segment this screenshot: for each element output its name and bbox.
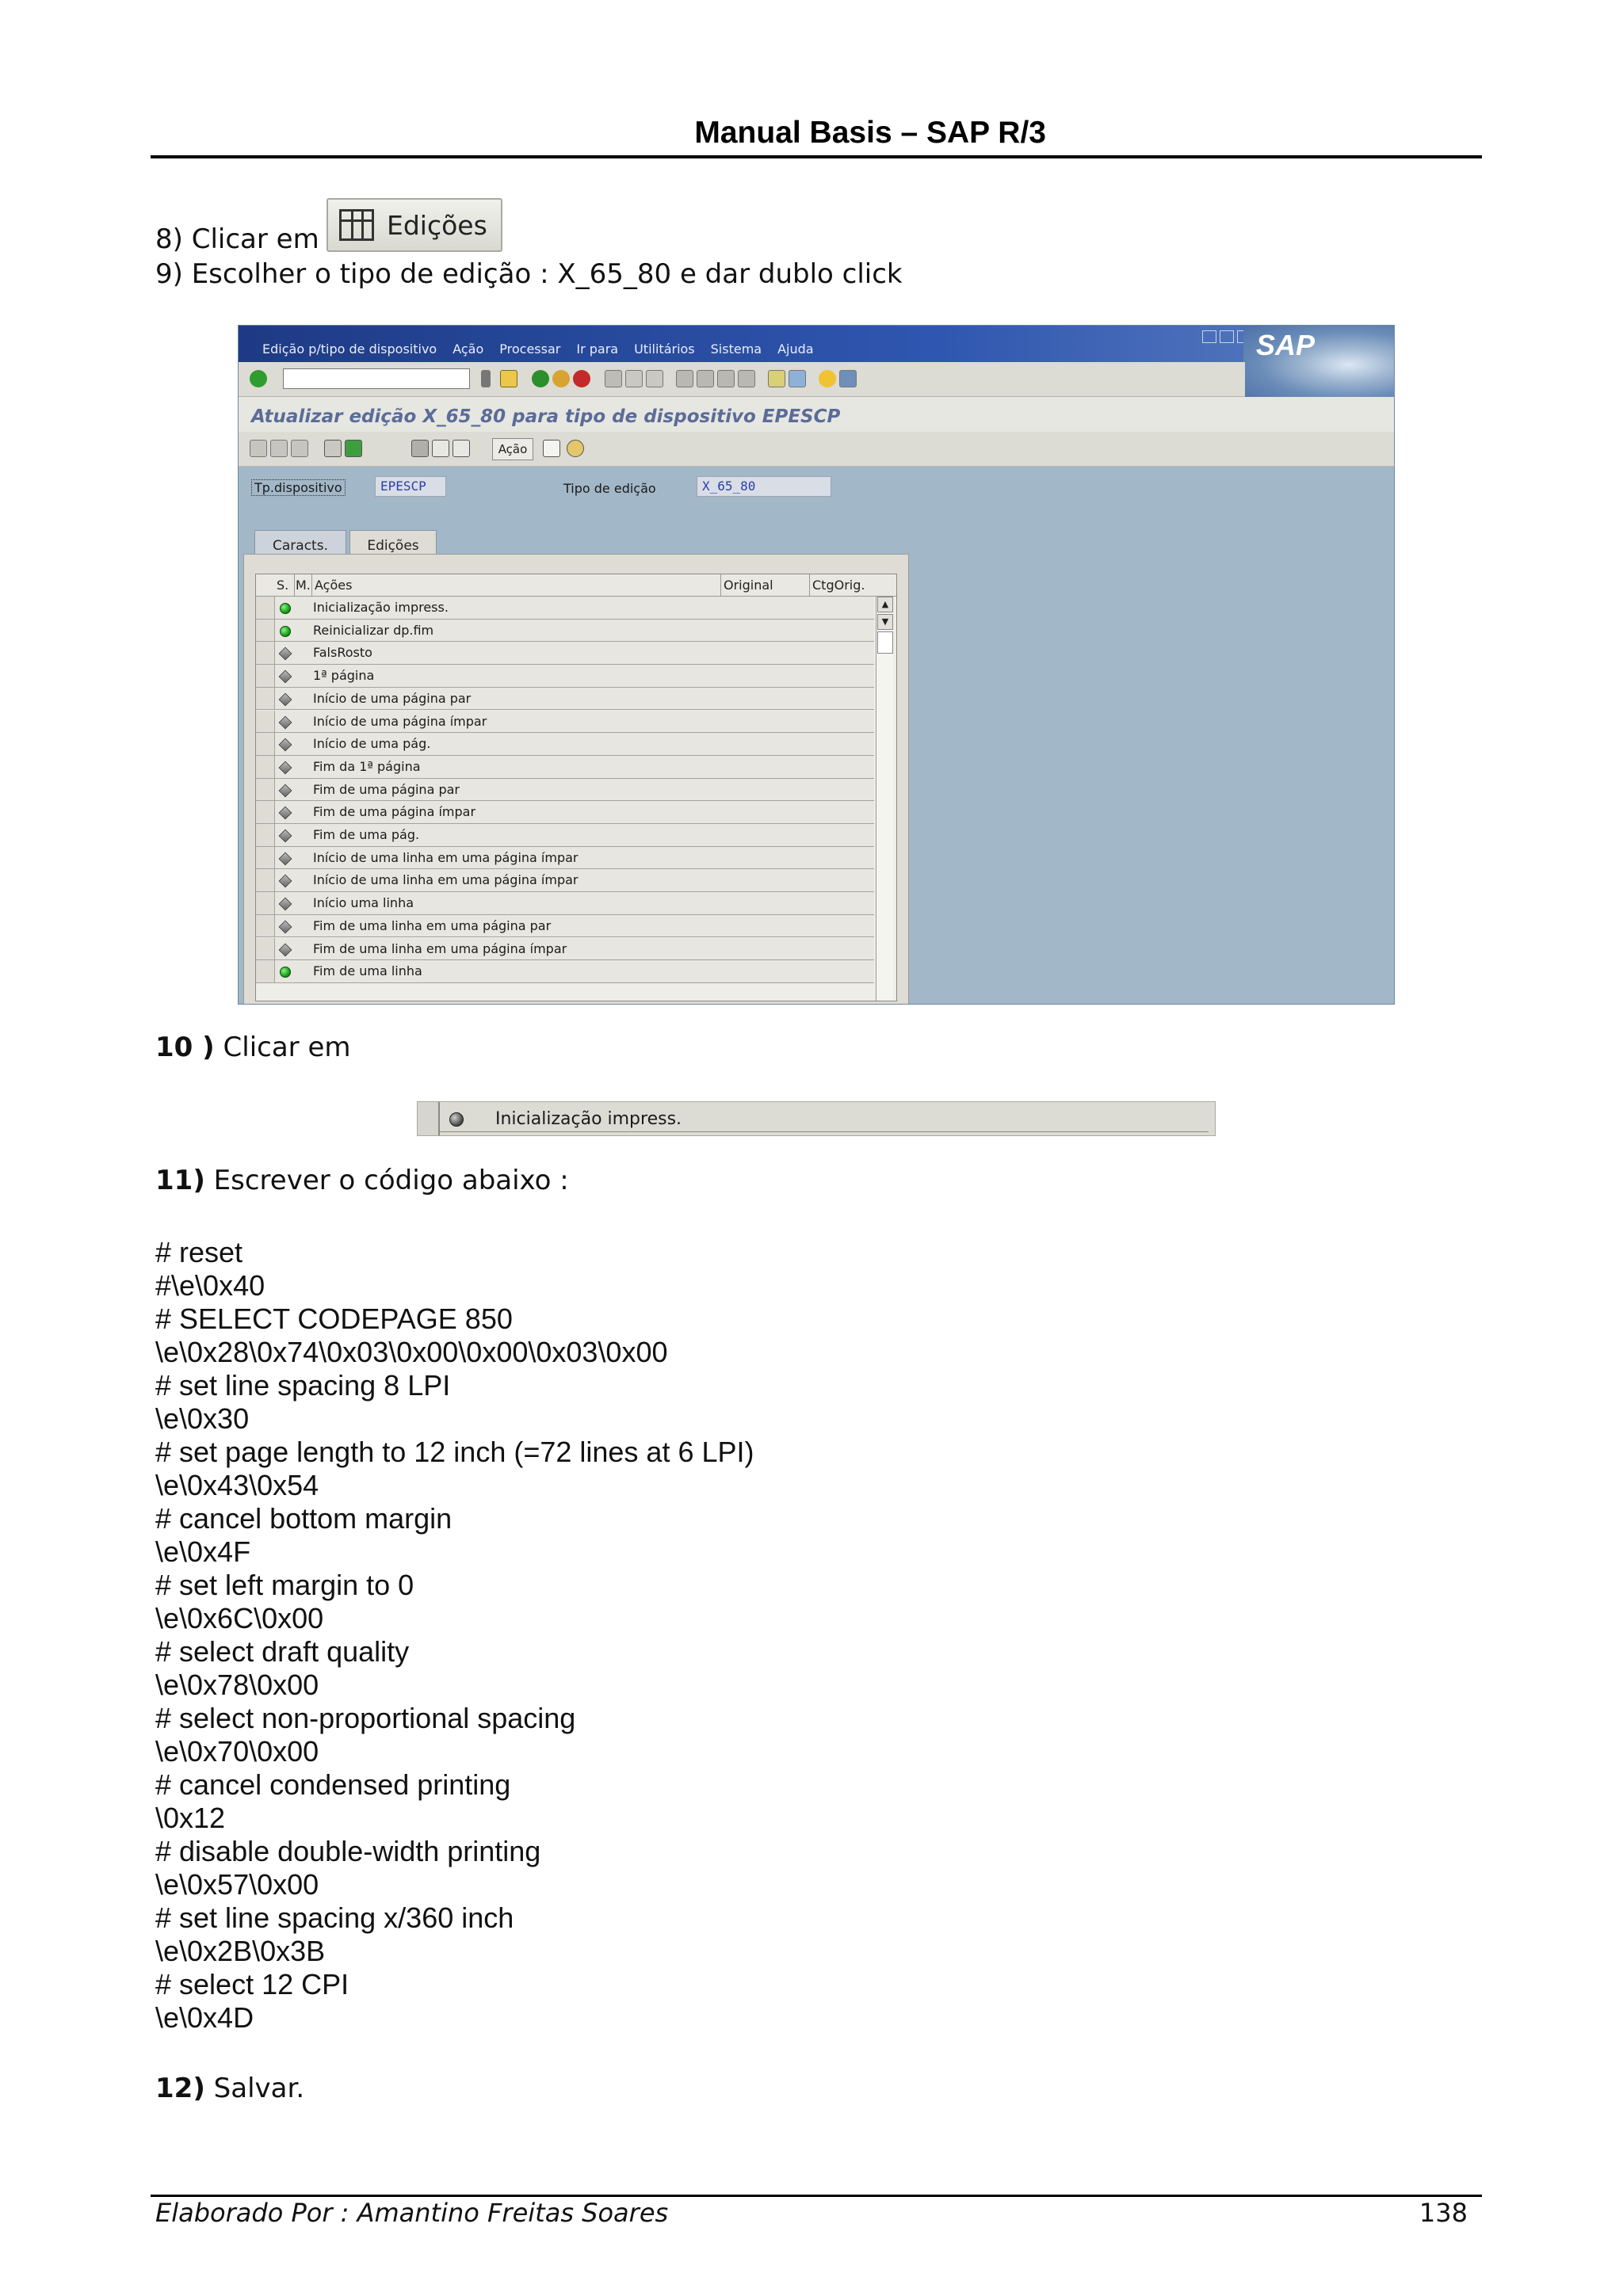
row-selector[interactable] xyxy=(256,847,275,869)
action-label: Início de uma página par xyxy=(313,690,472,706)
diamond-status-icon xyxy=(279,830,292,843)
help-icon[interactable] xyxy=(819,370,836,387)
sap-logo xyxy=(1243,326,1394,397)
table-row[interactable] xyxy=(256,869,874,892)
diamond-status-icon xyxy=(279,898,292,911)
action-label: Fim de uma linha em uma página par xyxy=(313,917,552,933)
menu-item-5[interactable]: Sistema xyxy=(710,341,762,357)
action-label: 1ª página xyxy=(313,668,375,684)
row-selector[interactable] xyxy=(256,824,275,846)
code-line: \e\0x78\0x00 xyxy=(155,1669,319,1701)
save-icon[interactable] xyxy=(500,370,517,387)
code-line: # set line spacing 8 LPI xyxy=(155,1369,451,1402)
row-selector[interactable] xyxy=(256,620,275,642)
device-type-field[interactable]: EPESCP xyxy=(375,476,446,497)
table-row[interactable] xyxy=(256,847,874,870)
action-label: Início de uma página ímpar xyxy=(313,713,487,729)
row-selector[interactable] xyxy=(418,1102,440,1135)
scroll-thumb[interactable] xyxy=(877,631,893,654)
step-12 xyxy=(155,2073,304,2104)
row-selector[interactable] xyxy=(256,915,275,937)
layout-menu-icon[interactable] xyxy=(839,370,857,387)
menu-item-1[interactable]: Ação xyxy=(453,341,484,357)
history-icon[interactable] xyxy=(481,370,491,387)
find-icon[interactable] xyxy=(625,370,643,387)
table-row[interactable] xyxy=(256,688,874,711)
code-line: # cancel bottom margin xyxy=(155,1502,453,1535)
sap-screen-title: Atualizar edição X_65_80 para tipo de dispositivo EPESCP xyxy=(251,406,841,427)
row-selector[interactable] xyxy=(256,960,275,982)
row-selector[interactable] xyxy=(256,869,275,891)
row-selector[interactable] xyxy=(256,711,275,733)
menu-item-3[interactable]: Ir para xyxy=(576,341,619,357)
table-grid-icon xyxy=(339,209,374,241)
paste-icon[interactable] xyxy=(453,440,470,457)
row-selector[interactable] xyxy=(256,779,275,801)
delete-icon[interactable] xyxy=(411,440,429,457)
diamond-status-icon xyxy=(279,784,292,797)
scroll-down-icon[interactable]: ▼ xyxy=(877,614,893,630)
menu-item-2[interactable]: Processar xyxy=(499,341,561,357)
other-object-icon[interactable] xyxy=(270,440,288,457)
first-page-icon[interactable] xyxy=(676,370,693,387)
column-header-m: M. xyxy=(296,578,311,593)
shortcut-icon[interactable] xyxy=(789,370,806,387)
code-line: \e\0x57\0x00 xyxy=(155,1868,319,1901)
action-label: Início uma linha xyxy=(313,895,414,911)
table-row[interactable] xyxy=(256,938,874,961)
diamond-status-icon xyxy=(279,738,292,752)
new-document-icon[interactable] xyxy=(543,440,560,457)
code-line: # select draft quality xyxy=(155,1635,410,1668)
code-block xyxy=(155,1236,754,2035)
activate-icon[interactable] xyxy=(345,440,362,457)
step-12-text: Salvar. xyxy=(204,2073,305,2104)
edicoes-tab-panel xyxy=(243,554,909,1005)
diamond-status-icon xyxy=(279,715,292,729)
menu-item-6[interactable]: Ajuda xyxy=(777,341,814,357)
code-line: # cancel condensed printing xyxy=(155,1768,511,1801)
row-selector[interactable] xyxy=(256,597,275,619)
code-line: \e\0x4D xyxy=(155,2001,254,2034)
code-line: # disable double-width printing xyxy=(155,1835,541,1867)
action-label: Reinicializar dp.fim xyxy=(313,622,434,638)
action-label: Início de uma pág. xyxy=(313,736,431,752)
maximize-icon[interactable] xyxy=(1220,330,1234,343)
step-9: 9) Escolher o tipo de edição : X_65_80 e dar dublo click xyxy=(155,258,903,290)
table-row[interactable] xyxy=(256,801,874,824)
diamond-status-icon xyxy=(279,692,292,706)
row-selector[interactable] xyxy=(256,801,275,823)
column-header-ctgorig: CtgOrig. xyxy=(812,578,865,593)
action-label: Fim da 1ª página xyxy=(313,758,421,774)
minimize-icon[interactable] xyxy=(1202,330,1216,343)
menu-item-4[interactable]: Utilitários xyxy=(634,341,695,357)
application-toolbar xyxy=(239,432,1395,467)
table-row[interactable] xyxy=(256,665,874,688)
table-row[interactable] xyxy=(256,642,874,665)
action-label: Início de uma linha em uma página ímpar xyxy=(313,849,579,865)
copy-icon[interactable] xyxy=(432,440,449,457)
diamond-status-icon xyxy=(279,761,292,774)
check-icon[interactable] xyxy=(291,440,308,457)
sap-screenshot xyxy=(238,325,1395,1005)
last-page-icon[interactable] xyxy=(738,370,755,387)
format-type-field[interactable]: X_65_80 xyxy=(697,476,831,497)
sap-menu xyxy=(262,341,814,357)
create-session-icon[interactable] xyxy=(768,370,785,387)
code-line: # select 12 CPI xyxy=(155,1968,349,2000)
step-11-number: 11) xyxy=(155,1165,205,1196)
code-line: # select non-proportional spacing xyxy=(155,1702,576,1734)
step-11 xyxy=(155,1165,569,1196)
footer-author: Elaborado Por : Amantino Freitas Soares xyxy=(155,2198,669,2228)
code-line: # set left margin to 0 xyxy=(155,1569,414,1601)
diamond-status-icon xyxy=(279,852,292,865)
diamond-status-icon xyxy=(279,920,292,933)
action-label: Fim de uma linha em uma página ímpar xyxy=(313,940,567,956)
code-line: # set page length to 12 inch (=72 lines at 6 LPI) xyxy=(155,1436,754,1468)
row-selector[interactable] xyxy=(256,665,275,687)
code-line: \e\0x4F xyxy=(155,1535,251,1568)
step-10 xyxy=(155,1032,351,1063)
edicoes-button[interactable] xyxy=(327,198,502,252)
table-row[interactable] xyxy=(256,733,874,756)
row-selector[interactable] xyxy=(256,756,275,778)
table-row[interactable] xyxy=(256,756,874,779)
code-line: \e\0x28\0x74\0x03\0x00\0x00\0x03\0x00 xyxy=(155,1336,668,1368)
inicializacao-row-snippet[interactable] xyxy=(417,1101,1216,1136)
step-10-number: 10 ) xyxy=(155,1032,215,1063)
action-label: Fim de uma página ímpar xyxy=(313,804,476,820)
diamond-status-icon xyxy=(279,807,292,820)
find-next-icon[interactable] xyxy=(646,370,663,387)
print-icon[interactable] xyxy=(605,370,622,387)
code-line: # SELECT CODEPAGE 850 xyxy=(155,1302,513,1335)
exit-icon[interactable] xyxy=(552,370,570,387)
step-11-text: Escrever o código abaixo : xyxy=(204,1165,569,1196)
list-icon[interactable] xyxy=(324,440,342,457)
code-line: \0x12 xyxy=(155,1802,226,1834)
menu-item-0[interactable]: Edição p/tipo de dispositivo xyxy=(262,341,437,357)
diamond-status-icon xyxy=(279,647,292,661)
table-row[interactable] xyxy=(256,620,874,643)
table-row[interactable] xyxy=(256,915,874,938)
actions-table xyxy=(255,574,897,1001)
tab-edicoes[interactable]: Edições xyxy=(349,530,437,562)
display-change-icon[interactable] xyxy=(250,440,267,457)
page-number: 138 xyxy=(1419,2198,1468,2228)
table-row[interactable] xyxy=(256,779,874,802)
column-header-original: Original xyxy=(724,578,773,593)
command-field[interactable] xyxy=(283,368,470,389)
next-page-icon[interactable] xyxy=(717,370,735,387)
diamond-status-icon xyxy=(279,670,292,684)
previous-page-icon[interactable] xyxy=(697,370,714,387)
row-selector[interactable] xyxy=(256,733,275,755)
code-line: \e\0x43\0x54 xyxy=(155,1469,319,1501)
device-type-label: Tp.dispositivo xyxy=(251,479,346,496)
row-selector[interactable] xyxy=(256,938,275,960)
code-line: # set line spacing x/360 inch xyxy=(155,1901,514,1934)
sap-menubar xyxy=(239,326,1394,362)
green-status-icon xyxy=(280,626,291,637)
row-selector[interactable] xyxy=(256,642,275,664)
green-status-icon xyxy=(280,603,291,614)
table-scrollbar[interactable] xyxy=(876,597,893,1001)
action-label: Início de uma linha em uma página ímpar xyxy=(313,872,579,888)
actions-table-header xyxy=(256,574,896,597)
code-line: # reset xyxy=(155,1236,243,1268)
user-icon[interactable] xyxy=(567,440,584,457)
table-row[interactable] xyxy=(256,711,874,734)
code-line: \e\0x70\0x00 xyxy=(155,1735,319,1768)
code-line: \e\0x6C\0x00 xyxy=(155,1602,324,1634)
tab-caracts[interactable]: Caracts. xyxy=(254,530,346,562)
step-8: 8) Clicar em xyxy=(155,223,319,255)
diamond-status-icon xyxy=(279,943,292,956)
inicializacao-label: Inicialização impress. xyxy=(495,1109,682,1129)
row-underline xyxy=(440,1131,1209,1132)
action-label: Fim de uma pág. xyxy=(313,827,420,842)
page-header-title: Manual Basis – SAP R/3 xyxy=(694,116,1046,150)
action-label: Inicialização impress. xyxy=(313,600,449,615)
standard-toolbar xyxy=(239,362,1245,397)
format-type-label: Tipo de edição xyxy=(563,481,656,496)
code-line: #\e\0x40 xyxy=(155,1269,265,1302)
back-icon[interactable] xyxy=(532,370,549,387)
status-dot-icon xyxy=(449,1112,464,1127)
code-line: \e\0x30 xyxy=(155,1402,250,1435)
edicoes-button-label: Edições xyxy=(387,209,487,241)
footer-divider xyxy=(151,2195,1482,2197)
step-12-number: 12) xyxy=(155,2073,205,2104)
table-row[interactable] xyxy=(256,892,874,915)
step-10-text: Clicar em xyxy=(214,1032,351,1063)
green-status-icon xyxy=(280,967,291,978)
column-header-s: S. xyxy=(277,578,289,593)
table-row[interactable] xyxy=(256,960,874,983)
scroll-up-icon[interactable]: ▲ xyxy=(877,597,893,612)
table-row[interactable] xyxy=(256,824,874,847)
enter-check-icon[interactable] xyxy=(250,370,267,387)
header-divider xyxy=(151,155,1482,158)
action-label: Fim de uma linha xyxy=(313,963,422,979)
action-label: Fim de uma página par xyxy=(313,781,460,797)
row-selector[interactable] xyxy=(256,688,275,710)
acao-button[interactable]: Ação xyxy=(492,438,533,460)
row-selector[interactable] xyxy=(256,892,275,914)
table-row[interactable] xyxy=(256,597,874,620)
sap-logo-text: SAP xyxy=(1256,329,1316,361)
diamond-status-icon xyxy=(279,875,292,888)
code-line: \e\0x2B\0x3B xyxy=(155,1935,326,1967)
cancel-icon[interactable] xyxy=(573,370,590,387)
action-label: FalsRosto xyxy=(313,645,372,661)
column-header-acoes: Ações xyxy=(315,578,353,593)
